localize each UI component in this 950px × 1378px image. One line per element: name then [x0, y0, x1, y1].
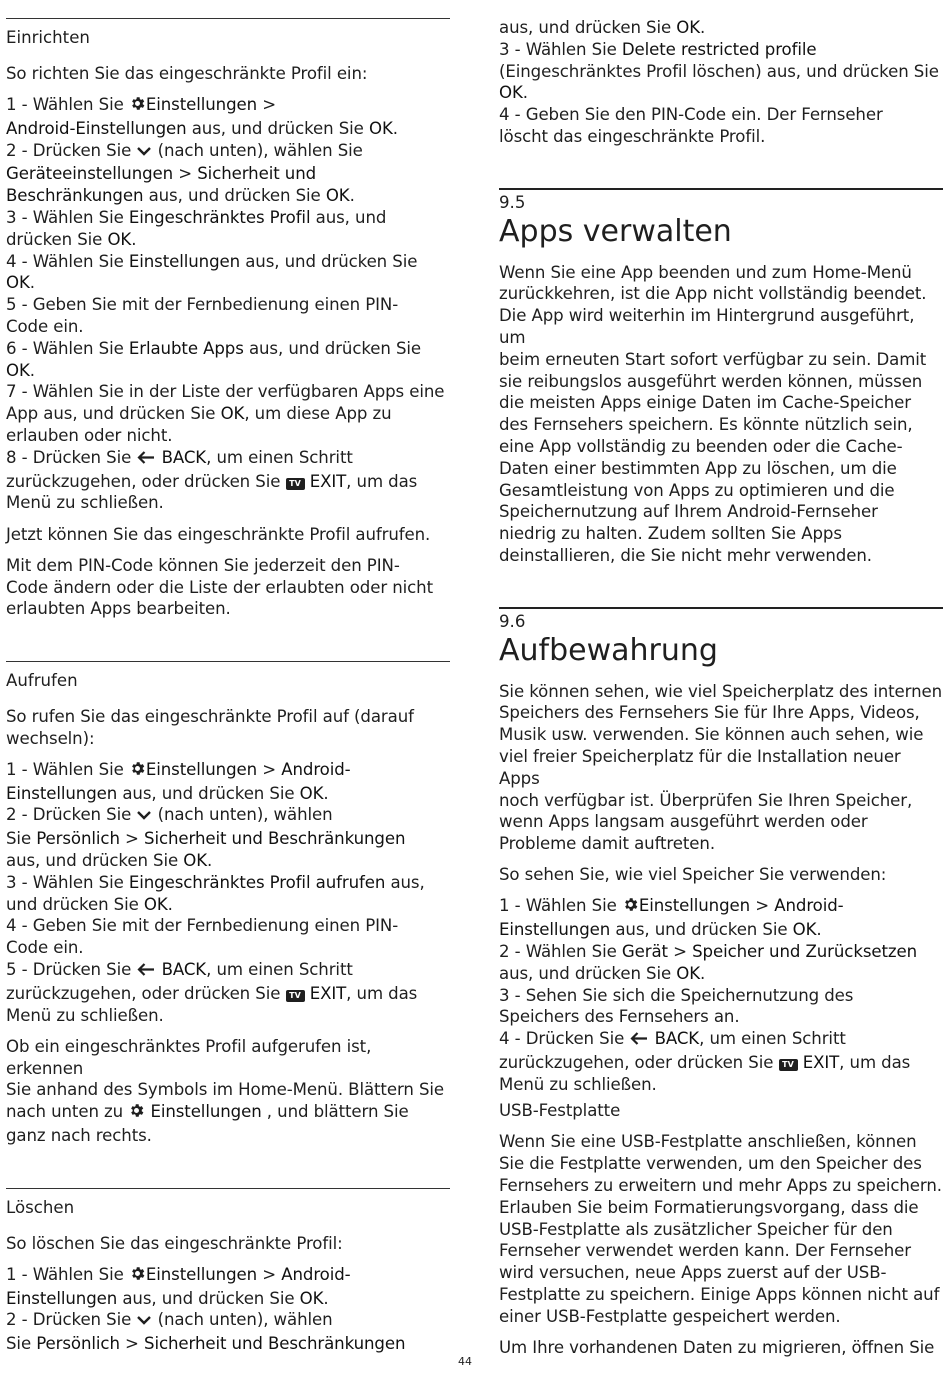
- chevron-down-icon: [136, 806, 152, 828]
- step-line: 5 - Drücken Sie BACK, um einen Schritt: [6, 959, 450, 983]
- steps-einrichten: [6, 94, 450, 514]
- step-line: 4 - Geben Sie mit der Fernbedienung einen PIN-: [6, 916, 399, 936]
- page-number: 44: [458, 1355, 472, 1368]
- step-line: 4 - Wählen Sie Einstellungen aus, und drücken Sie: [6, 251, 418, 271]
- paragraph-line: ganz nach rechts.: [6, 1126, 152, 1146]
- step-line: 4 - Drücken Sie BACK, um einen Schritt: [499, 1028, 943, 1052]
- paragraph-line: erlaubten Apps bearbeiten.: [6, 599, 231, 619]
- body-line: die meisten Apps einige Daten im Cache-Speicher: [499, 393, 912, 413]
- paragraph-line: Code ändern oder die Liste der erlaubten oder nicht: [6, 577, 433, 597]
- step-line: Einstellungen aus, und drücken Sie OK.: [499, 920, 822, 940]
- step-line: Beschränkungen aus, und drücken Sie OK.: [6, 186, 355, 206]
- gear-icon: [129, 1265, 146, 1288]
- step-line: Speichers des Fernsehers an.: [499, 1007, 740, 1027]
- subheading-usb: USB-Festplatte: [499, 1100, 621, 1120]
- subsection-title-aufrufen: Aufrufen: [6, 671, 78, 691]
- steps-loeschen: [6, 1264, 450, 1355]
- body-line: Wenn Sie eine USB-Festplatte anschließen, können: [499, 1132, 917, 1152]
- intro-line: wechseln):: [6, 728, 95, 748]
- left-column: [6, 0, 450, 1355]
- chapter-title: Apps verwalten: [499, 213, 732, 249]
- step-line: Sie Persönlich > Sicherheit und Beschränkungen: [6, 1334, 406, 1354]
- usb-body: [499, 1131, 943, 1327]
- right-column: [499, 0, 943, 1359]
- step-line: Menü zu schließen.: [6, 1005, 164, 1025]
- step-line: 7 - Wählen Sie in der Liste der verfügbaren Apps eine: [6, 382, 445, 402]
- paragraph-line: Mit dem PIN-Code können Sie jederzeit den PIN-: [6, 555, 400, 575]
- step-line: drücken Sie OK.: [6, 229, 137, 249]
- step-line: Android-Einstellungen aus, und drücken Sie OK.: [6, 118, 398, 138]
- body-line: Wenn Sie eine App beenden und zum Home-Menü: [499, 262, 912, 282]
- step-line: 5 - Geben Sie mit der Fernbedienung einen PIN-: [6, 295, 399, 315]
- body-line: Fernsehers zu erweitern und mehr Apps zu speichern.: [499, 1176, 942, 1196]
- body-line: Sie können sehen, wie viel Speicherplatz des internen: [499, 681, 943, 701]
- step-line: App aus, und drücken Sie OK, um diese App zu: [6, 404, 392, 424]
- step-line: OK.: [499, 83, 528, 103]
- body-line: des Fernsehers speichern. Es könnte nützlich sein,: [499, 415, 913, 435]
- body-line: Um Ihre vorhandenen Daten zu migrieren, öffnen Sie: [499, 1338, 935, 1358]
- gear-icon: [128, 1102, 145, 1125]
- step-line: Code ein.: [6, 938, 84, 958]
- back-arrow-icon: [136, 449, 156, 471]
- step-line: 2 - Drücken Sie (nach unten), wählen Sie: [6, 140, 450, 164]
- body-line: wenn Apps langsam ausgeführt werden oder: [499, 812, 868, 832]
- step-line: 1 - Wählen Sie Einstellungen > Android-: [6, 1264, 450, 1288]
- step-line: OK.: [6, 360, 35, 380]
- body-line: Die App wird weiterhin im Hintergrund ausgeführt, um: [499, 306, 915, 347]
- body-line: Musik usw. verwenden. Sie können auch sehen, wie: [499, 725, 924, 745]
- step-line: zurückzugehen, oder drücken Sie TV EXIT, um das: [6, 471, 418, 491]
- step-line: Menü zu schließen.: [499, 1074, 657, 1094]
- body-line: einer USB-Festplatte gespeichert werden.: [499, 1306, 841, 1326]
- chevron-down-icon: [136, 142, 152, 164]
- body-line: niedrig zu halten. Zudem sollten Sie Apps: [499, 524, 842, 544]
- tv-key-icon: TV: [286, 478, 305, 490]
- paragraph-line: Ob ein eingeschränktes Profil aufgerufen ist, erkennen: [6, 1036, 372, 1078]
- body-line: Probleme damit auftreten.: [499, 834, 715, 854]
- step-line: zurückzugehen, oder drücken Sie TV EXIT, um das: [6, 983, 418, 1003]
- step-line: 6 - Wählen Sie Erlaubte Apps aus, und drücken Sie: [6, 338, 422, 358]
- steps-speicher: [499, 895, 943, 1095]
- step-line: 3 - Wählen Sie Delete restricted profile: [499, 39, 817, 59]
- back-arrow-icon: [136, 961, 156, 983]
- step-line: Einstellungen aus, und drücken Sie OK.: [6, 783, 329, 803]
- subsection-title-loeschen: Löschen: [6, 1197, 75, 1217]
- step-line: und drücken Sie OK.: [6, 894, 173, 914]
- body-line: viel freier Speicherplatz für die Installation neuer Apps: [499, 746, 901, 788]
- body-line: Festplatte zu speichern. Einige Apps können nicht auf: [499, 1285, 940, 1305]
- body-line: zurückkehren, ist die App nicht vollständig beendet.: [499, 284, 927, 304]
- body-line: Gesamtleistung von Apps zu optimieren und die: [499, 480, 895, 500]
- step-line: 1 - Wählen Sie Einstellungen > Android-: [499, 895, 943, 919]
- paragraph-line: Sie anhand des Symbols im Home-Menü. Blättern Sie: [6, 1080, 445, 1100]
- body-line: noch verfügbar ist. Überprüfen Sie Ihren Speicher,: [499, 790, 913, 810]
- intro-einrichten: So richten Sie das eingeschränkte Profil ein:: [6, 63, 368, 83]
- step-line: 3 - Sehen Sie sich die Speichernutzung des: [499, 985, 854, 1005]
- step-line: OK.: [6, 273, 35, 293]
- body-line: eine App vollständig zu beenden oder die Cache-: [499, 436, 903, 456]
- body-line: Daten einer bestimmten App zu löschen, um die: [499, 458, 897, 478]
- step-line: 2 - Drücken Sie (nach unten), wählen: [6, 804, 450, 828]
- steps-loeschen-continued: [499, 17, 943, 148]
- chapter-body: [499, 681, 943, 855]
- step-line: Einstellungen aus, und drücken Sie OK.: [6, 1288, 329, 1308]
- gear-icon: [129, 760, 146, 783]
- body-line: USB-Festplatte als zusätzlicher Speicher für den: [499, 1219, 893, 1239]
- body-line: beim erneuten Start sofort verfügbar zu sein. Damit: [499, 349, 927, 369]
- intro-line: So rufen Sie das eingeschränkte Profil auf (darauf: [6, 706, 414, 726]
- gear-icon: [622, 896, 639, 919]
- chapter-number: 9.6: [499, 611, 526, 631]
- chapter-number: 9.5: [499, 192, 526, 212]
- chevron-down-icon: [136, 1311, 152, 1333]
- step-line: Code ein.: [6, 316, 84, 336]
- back-arrow-icon: [629, 1030, 649, 1052]
- paragraph-line: nach unten zu Einstellungen , und blättern Sie: [6, 1101, 450, 1125]
- step-line: Geräteeinstellungen > Sicherheit und: [6, 164, 317, 184]
- step-line: erlauben oder nicht.: [6, 425, 173, 445]
- step-line: aus, und drücken Sie OK.: [6, 851, 213, 871]
- step-line: Menü zu schließen.: [6, 493, 164, 513]
- gear-icon: [129, 95, 146, 118]
- body-line: deinstallieren, die Sie nicht mehr verwenden.: [499, 545, 872, 565]
- body-line: Speichernutzung auf Ihrem Android-Fernseher: [499, 502, 878, 522]
- body-line: wird versuchen, neue Apps zuerst auf der USB-: [499, 1263, 887, 1283]
- step-line: 3 - Wählen Sie Eingeschränktes Profil aus, und: [6, 207, 387, 227]
- step-line: 2 - Wählen Sie Gerät > Speicher und Zurücksetzen: [499, 942, 918, 962]
- step-line: 1 - Wählen Sie Einstellungen > Android-: [6, 759, 450, 783]
- intro-loeschen: So löschen Sie das eingeschränkte Profil:: [6, 1233, 343, 1253]
- step-line: 8 - Drücken Sie BACK, um einen Schritt: [6, 447, 450, 471]
- tv-key-icon: TV: [286, 990, 305, 1002]
- chapter-body: [499, 262, 943, 567]
- body-line: Sie die Festplatte verwenden, um den Speicher des: [499, 1154, 922, 1174]
- step-line: 4 - Geben Sie den PIN-Code ein. Der Fernseher: [499, 105, 883, 125]
- step-line: 3 - Wählen Sie Eingeschränktes Profil aufrufen aus,: [6, 872, 425, 892]
- body-line: Erlauben Sie beim Formatierungsvorgang, dass die: [499, 1197, 919, 1217]
- step-line: 2 - Drücken Sie (nach unten), wählen: [6, 1309, 450, 1333]
- step-line: (Eingeschränktes Profil löschen) aus, und drücken Sie: [499, 61, 939, 81]
- body-line: Speichers des Fernsehers Sie für Ihre Apps, Videos,: [499, 703, 920, 723]
- step-line: aus, und drücken Sie OK.: [499, 18, 706, 37]
- step-line: löscht das eingeschränkte Profil.: [499, 126, 766, 146]
- body-line: Fernseher verwendet werden kann. Der Fernseher: [499, 1241, 911, 1261]
- step-line: Sie Persönlich > Sicherheit und Beschränkungen: [6, 829, 406, 849]
- chapter-title: Aufbewahrung: [499, 632, 718, 668]
- step-line: 1 - Wählen Sie Einstellungen >: [6, 94, 450, 118]
- paragraph: Jetzt können Sie das eingeschränkte Profil aufrufen.: [6, 524, 431, 544]
- step-line: zurückzugehen, oder drücken Sie TV EXIT, um das: [499, 1053, 911, 1073]
- tv-key-icon: TV: [779, 1059, 798, 1071]
- steps-aufrufen: [6, 759, 450, 1027]
- intro-speicher: So sehen Sie, wie viel Speicher Sie verwenden:: [499, 865, 887, 885]
- body-line: sie reibungslos ausgeführt werden können, müssen: [499, 371, 923, 391]
- subsection-title-einrichten: Einrichten: [6, 28, 90, 47]
- step-line: aus, und drücken Sie OK.: [499, 963, 706, 983]
